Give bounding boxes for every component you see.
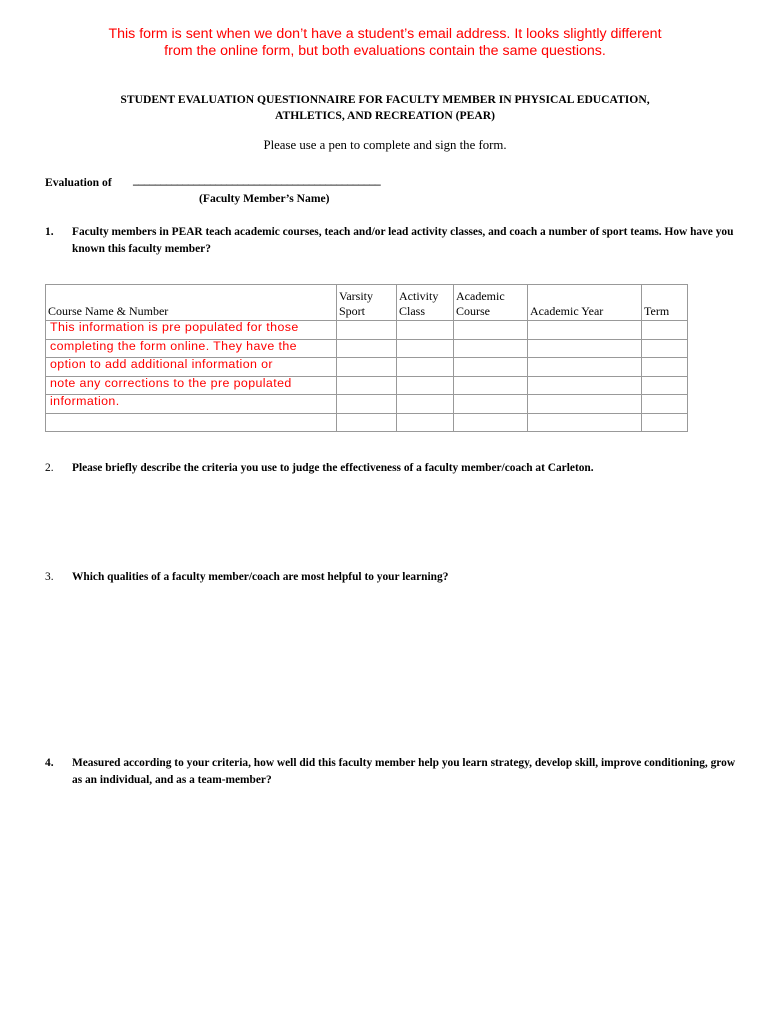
notice-line-2: from the online form, but both evaluations contain the same questions.: [164, 43, 606, 59]
notice-line-1: This form is sent when we don’t have a student’s email address. It looks slightly different: [108, 26, 662, 42]
faculty-name-field[interactable]: _____________________________________________: [133, 174, 381, 187]
form-title: [60, 92, 710, 124]
form-title-line-2: ATHLETICS, AND RECREATION (PEAR): [275, 109, 495, 122]
table-header-row: [46, 285, 688, 321]
header-academic-course: Academic Course: [454, 285, 528, 321]
question-number: 4.: [45, 757, 54, 769]
question-text: Faculty members in PEAR teach academic courses, teach and/or lead activity classes, and coach a number of sport teams. How have you known this faculty member?: [72, 226, 734, 255]
note-line: completing the form online. They have the: [50, 338, 297, 353]
header-term: Term: [642, 285, 688, 321]
instruction-text: Please use a pen to complete and sign the form.: [263, 138, 507, 152]
question-number: 2.: [45, 462, 54, 474]
question-number: 3.: [45, 571, 54, 583]
form-title-line-1: STUDENT EVALUATION QUESTIONNAIRE FOR FACULTY MEMBER IN PHYSICAL EDUCATION,: [120, 93, 650, 106]
question-text: Please briefly describe the criteria you use to judge the effectiveness of a faculty member/coach at Carleton.: [72, 462, 594, 474]
prepopulated-note: [50, 318, 340, 411]
question-text: Which qualities of a faculty member/coach are most helpful to your learning?: [72, 571, 449, 583]
evaluation-label: Evaluation of: [45, 176, 112, 189]
header-course: Course Name & Number: [46, 285, 337, 321]
question-text: Measured according to your criteria, how well did this faculty member help you learn strategy, develop skill, improve conditioning, grow as an individual, and as a team-member?: [72, 757, 736, 786]
table-row: [46, 413, 688, 432]
header-varsity-sport: Varsity Sport: [337, 285, 397, 321]
question-number: 1.: [45, 226, 54, 238]
faculty-name-caption: (Faculty Member’s Name): [199, 192, 330, 205]
note-line: information.: [50, 394, 120, 409]
header-activity-class: Activity Class: [397, 285, 454, 321]
notice-banner: [60, 26, 710, 60]
note-line: This information is pre populated for those: [50, 320, 299, 334]
header-academic-year: Academic Year: [528, 285, 642, 321]
note-line: option to add additional information or: [50, 357, 273, 372]
note-line: note any corrections to the pre populated: [50, 375, 292, 390]
